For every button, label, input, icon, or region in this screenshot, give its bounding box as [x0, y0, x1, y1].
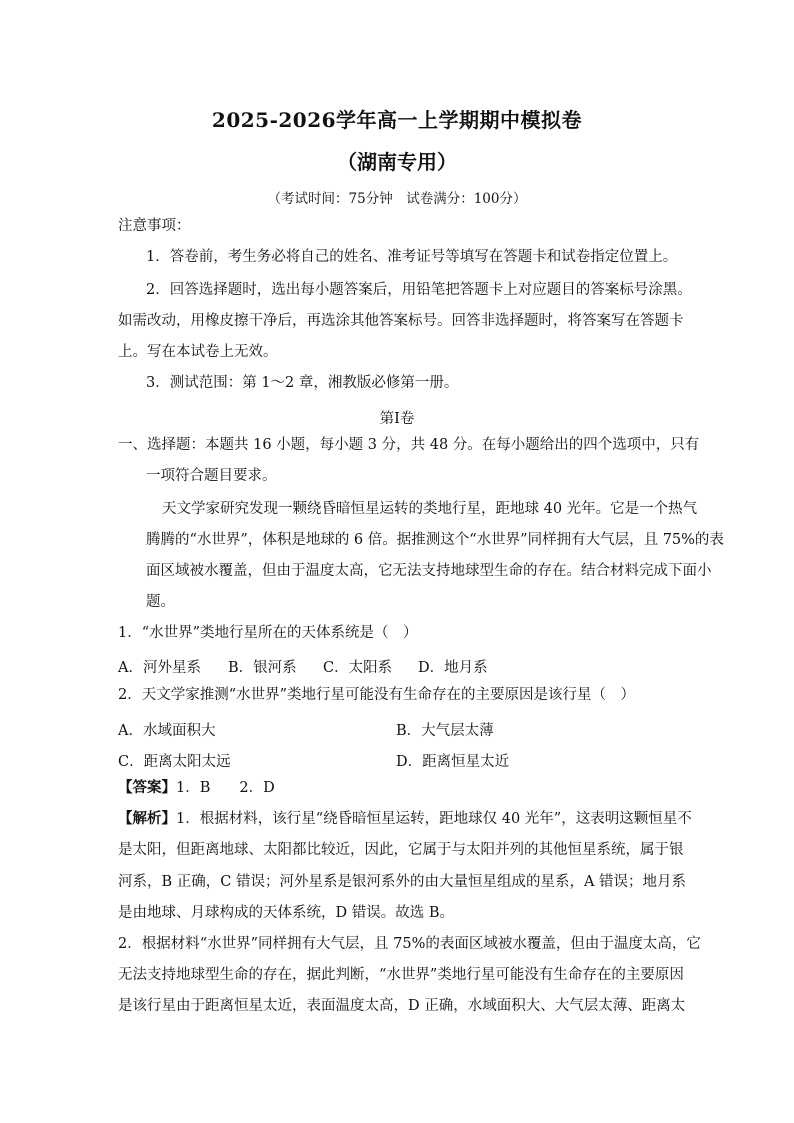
notice-item-2-line-1: 2．回答选择题时，选出每小题答案后，用铅笔把答题卡上对应题目的答案标号涂黑。: [146, 282, 692, 298]
analysis-line-3: 河系，B 正确，C 错误；河外星系是银河系外的由大量恒星组成的星系，A 错误；地月系: [118, 874, 687, 890]
question-2-options-row-2: [118, 750, 509, 771]
question-2-options-row-1: [118, 719, 494, 740]
section-instruction-line-1: 一、选择题：本题共 16 小题，每小题 3 分，共 48 分。在每小题给出的四个选项中，只有: [118, 437, 700, 453]
q2-option-a: A．水域面积大: [118, 723, 216, 739]
material-line-4: 题。: [146, 594, 175, 610]
exam-info: （考试时间：75分钟 试卷满分：100分）: [267, 191, 527, 207]
question-1-stem: 1．“水世界”类地行星所在的天体系统是（ ）: [118, 625, 418, 641]
material-line-3: 面区域被水覆盖，但由于温度太高，它无法支持地球型生命的存在。结合材料完成下面小: [146, 563, 712, 579]
section-instruction-line-2: 一项符合题目要求。: [146, 468, 277, 484]
notice-heading: 注意事项：: [118, 218, 191, 234]
q1-option-a: A．河外星系: [118, 660, 201, 676]
notice-item-2-line-2: 如需改动，用橡皮擦干净后，再选涂其他答案标号。回答非选择题时，将答案写在答题卡: [118, 313, 684, 329]
analysis-text-1: 1．根据材料，该行星“绕昏暗恒星运转，距地球仅 40 光年”，这表明这颗恒星不: [176, 811, 692, 827]
analysis-line-6: 无法支持地球型生命的存在，据此判断，“水世界”类地行星可能没有生命存在的主要原因: [118, 967, 684, 983]
notice-item-2-line-3: 上。写在本试卷上无效。: [118, 344, 278, 360]
q2-option-b: B．大气层太薄: [396, 723, 494, 739]
notice-item-1: 1．答卷前，考生务必将自己的姓名、准考证号等填写在答题卡和试卷指定位置上。: [146, 249, 678, 265]
notice-item-3: 3．测试范围：第 1～2 章，湘教版必修第一册。: [146, 375, 459, 391]
analysis-line-7: 是该行星由于距离恒星太近，表面温度太高，D 正确，水域面积大、大气层太薄、距离太: [118, 998, 686, 1014]
analysis-line-4: 是由地球、月球构成的天体系统，D 错误。故选 B。: [118, 905, 454, 921]
analysis-line-2: 是太阳，但距离地球、太阳都比较近，因此，它属于与太阳并列的其他恒星系统，属于银: [118, 842, 684, 858]
material-line-1: 天文学家研究发现一颗绕昏暗恒星运转的类地行星，距地球 40 光年。它是一个热气: [162, 501, 698, 517]
exam-title: 2025-2026学年高一上学期期中模拟卷: [211, 108, 583, 132]
question-2-stem: 2．天文学家推测“水世界”类地行星可能没有生命存在的主要原因是该行星（ ）: [118, 687, 636, 703]
q2-option-d: D．距离恒星太近: [396, 754, 510, 770]
analysis-line-5: 2．根据材料“水世界”同样拥有大气层，且 75%的表面区域被水覆盖，但由于温度太高，它: [118, 936, 701, 952]
material-line-2: 腾腾的“水世界”，体积是地球的 6 倍。据推测这个“水世界”同样拥有大气层，且 75%的表: [146, 532, 724, 548]
q1-option-b: B．银河系: [228, 660, 297, 676]
answer-label: 【答案】: [118, 779, 176, 796]
q1-option-d: D．地月系: [418, 660, 488, 676]
q1-option-c: C．太阳系: [323, 660, 393, 676]
answer-line: [118, 781, 698, 796]
analysis-line-1: [118, 812, 698, 827]
q2-option-c: C．距离太阳太远: [118, 754, 231, 770]
analysis-label: 【解析】: [118, 810, 176, 827]
question-1-options: [118, 656, 488, 677]
volume-heading: 第Ⅰ卷: [379, 411, 415, 427]
answer-text: 1．B 2．D: [176, 780, 275, 796]
exam-subtitle: （湖南专用）: [337, 150, 457, 174]
